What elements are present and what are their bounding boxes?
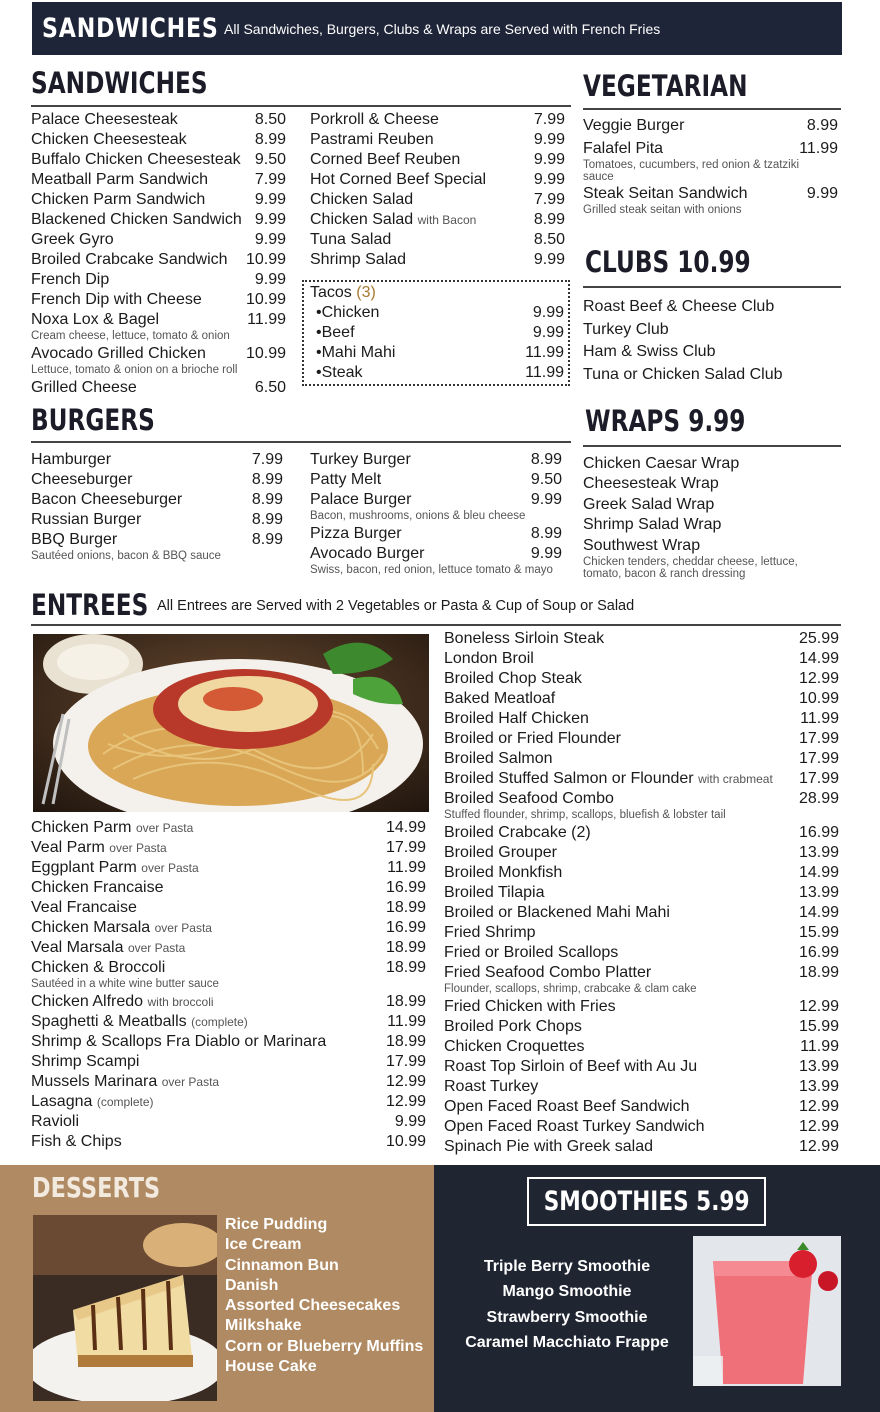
menu-item: Chicken Marsala over Pasta 16.99 <box>31 919 426 936</box>
banner-title: SANDWICHES <box>42 13 219 44</box>
clubs-rule <box>583 286 841 288</box>
item-description: Grilled steak seitan with onions <box>583 204 742 216</box>
menu-item: Fried or Broiled Scallops 16.99 <box>444 944 839 961</box>
menu-item: Cheesesteak Wrap <box>583 475 719 493</box>
sandwiches-rule <box>31 105 571 107</box>
sandwiches-col1 <box>31 110 286 398</box>
menu-item: Spinach Pie with Greek salad 12.99 <box>444 1138 839 1155</box>
menu-item: Open Faced Roast Turkey Sandwich 12.99 <box>444 1118 839 1135</box>
menu-item: •Steak 11.99 <box>316 364 564 381</box>
menu-item: Danish <box>225 1276 279 1294</box>
menu-item: Broiled Chop Steak 12.99 <box>444 670 839 687</box>
desserts-panel <box>0 1165 434 1412</box>
menu-item: Broiled Salmon 17.99 <box>444 750 839 767</box>
menu-item: Pastrami Reuben 9.99 <box>310 131 565 148</box>
menu-item: Fried Shrimp 15.99 <box>444 924 839 941</box>
menu-item: Broiled Crabcake (2) 16.99 <box>444 824 839 841</box>
item-description: Sautéed in a white wine butter sauce <box>31 978 219 990</box>
item-description: tomato, bacon & ranch dressing <box>583 568 746 581</box>
menu-item: Ice Cream <box>225 1236 302 1254</box>
menu-item: Cinnamon Bun <box>225 1256 339 1274</box>
menu-item: Chicken Francaise 16.99 <box>31 879 426 896</box>
banner-note: All Sandwiches, Burgers, Clubs & Wraps are Served with French Fries <box>224 20 661 37</box>
menu-item: Shrimp & Scallops Fra Diablo or Marinara 18.99 <box>31 1033 426 1050</box>
menu-item: House Cake <box>225 1358 317 1376</box>
vegetarian-heading: VEGETARIAN <box>583 69 748 103</box>
menu-item: Greek Gyro 9.99 <box>31 231 286 248</box>
menu-item: Buffalo Chicken Cheesesteak 9.50 <box>31 151 286 168</box>
menu-item: Mussels Marinara over Pasta 12.99 <box>31 1073 426 1090</box>
menu-item: Rice Pudding <box>225 1216 328 1233</box>
burgers-rule <box>31 441 571 443</box>
cheesecake-image <box>33 1215 217 1401</box>
entrees-rule <box>31 624 841 626</box>
item-description: Bacon, mushrooms, onions & bleu cheese <box>310 510 526 522</box>
item-description: Cream cheese, lettuce, tomato & onion <box>31 330 230 342</box>
menu-item: Patty Melt 9.50 <box>310 471 562 488</box>
menu-item: •Chicken 9.99 <box>316 304 564 321</box>
entrees-heading: ENTREES <box>31 588 149 622</box>
menu-item: Baked Meatloaf 10.99 <box>444 690 839 707</box>
menu-item: Strawberry Smoothie <box>486 1308 648 1326</box>
smoothies-heading: SMOOTHIES 5.99 <box>543 1186 750 1217</box>
menu-item: Blackened Chicken Sandwich 9.99 <box>31 211 286 228</box>
entrees-right-list <box>444 629 839 1157</box>
vegetarian-rule <box>583 108 841 110</box>
wraps-list <box>583 454 841 580</box>
menu-item: Fried Chicken with Fries 12.99 <box>444 998 839 1015</box>
menu-item: Eggplant Parm over Pasta 11.99 <box>31 859 426 876</box>
menu-item: Southwest Wrap <box>583 536 701 554</box>
item-description: Tomatoes, cucumbers, red onion & tzatziki <box>583 159 800 171</box>
menu-item: Triple Berry Smoothie <box>483 1258 651 1275</box>
menu-item: Greek Salad Wrap <box>583 495 715 513</box>
menu-item: Porkroll & Cheese 7.99 <box>310 111 565 128</box>
tacos-box <box>302 280 570 386</box>
smoothie-image <box>693 1236 841 1386</box>
menu-item: Chicken Salad 7.99 <box>310 191 565 208</box>
burgers-col2 <box>310 450 562 576</box>
menu-item: Broiled Monkfish 14.99 <box>444 864 839 881</box>
menu-item: Chicken Alfredo with broccoli 18.99 <box>31 993 426 1010</box>
menu-item: French Dip with Cheese 10.99 <box>31 291 286 308</box>
menu-item: Avocado Grilled Chicken 10.99 <box>31 345 286 362</box>
clubs-list <box>583 296 841 386</box>
item-description: Swiss, bacon, red onion, lettuce tomato & mayo <box>310 564 553 576</box>
menu-item: Palace Burger 9.99 <box>310 491 562 508</box>
item-description: sauce <box>583 171 614 183</box>
menu-item: Hamburger 7.99 <box>31 451 283 468</box>
menu-item: Broiled Pork Chops 15.99 <box>444 1018 839 1035</box>
menu-item: Noxa Lox & Bagel 11.99 <box>31 311 286 328</box>
menu-item: Turkey Burger 8.99 <box>310 451 562 468</box>
menu-item: Open Faced Roast Beef Sandwich 12.99 <box>444 1098 839 1115</box>
menu-item: Meatball Parm Sandwich 7.99 <box>31 171 286 188</box>
menu-item: •Beef 9.99 <box>316 324 564 341</box>
menu-item: Mango Smoothie <box>502 1283 632 1301</box>
menu-item: Broiled Crabcake Sandwich 10.99 <box>31 251 286 268</box>
menu-item: Caramel Macchiato Frappe <box>465 1333 669 1351</box>
menu-item: Chicken & Broccoli 18.99 <box>31 959 426 976</box>
wraps-heading: WRAPS 9.99 <box>585 404 746 438</box>
menu-item: French Dip 9.99 <box>31 271 286 288</box>
menu-item: Roast Beef & Cheese Club <box>583 298 775 315</box>
menu-item: Grilled Cheese 6.50 <box>31 379 286 396</box>
entrees-note: All Entrees are Served with 2 Vegetables or Pasta & Cup of Soup or Salad <box>157 598 635 614</box>
sandwiches-col2 <box>310 110 565 270</box>
menu-item: Chicken Croquettes 11.99 <box>444 1038 839 1055</box>
burgers-heading: BURGERS <box>31 403 155 437</box>
menu-item: Russian Burger 8.99 <box>31 511 283 528</box>
menu-item: Fried Seafood Combo Platter 18.99 <box>444 964 839 981</box>
menu-item: Boneless Sirloin Steak 25.99 <box>444 630 839 647</box>
desserts-list <box>225 1215 423 1377</box>
menu-item: Bacon Cheeseburger 8.99 <box>31 491 283 508</box>
entrees-left-list <box>31 818 426 1152</box>
smoothies-list <box>460 1254 674 1355</box>
smoothie-photo-icon <box>693 1236 841 1386</box>
menu-item: Spaghetti & Meatballs (complete) 11.99 <box>31 1013 426 1030</box>
menu-item: Corn or Blueberry Muffins <box>225 1337 424 1355</box>
item-description: Sautéed onions, bacon & BBQ sauce <box>31 550 221 562</box>
menu-item: Broiled Tilapia 13.99 <box>444 884 839 901</box>
desserts-heading: DESSERTS <box>32 1171 161 1204</box>
menu-item: Steak Seitan Sandwich 9.99 <box>583 185 838 202</box>
menu-item: Cheeseburger 8.99 <box>31 471 283 488</box>
menu-item: Broiled or Fried Flounder 17.99 <box>444 730 839 747</box>
menu-item: Broiled Grouper 13.99 <box>444 844 839 861</box>
menu-item: Turkey Club <box>583 320 669 338</box>
menu-item: Chicken Salad with Bacon 8.99 <box>310 211 565 228</box>
menu-item: Broiled or Blackened Mahi Mahi 14.99 <box>444 904 839 921</box>
smoothies-heading-box <box>527 1177 766 1226</box>
menu-item: Milkshake <box>225 1317 302 1335</box>
menu-item: Veal Francaise 18.99 <box>31 899 426 916</box>
menu-item: Roast Top Sirloin of Beef with Au Ju 13.99 <box>444 1058 839 1075</box>
header-banner <box>32 2 842 55</box>
menu-item: Chicken Caesar Wrap <box>583 455 740 472</box>
menu-item: Ravioli 9.99 <box>31 1113 426 1130</box>
menu-item: London Broil 14.99 <box>444 650 839 667</box>
item-description: Flounder, scallops, shrimp, crabcake & clam cake <box>444 983 697 995</box>
menu-item: Corned Beef Reuben 9.99 <box>310 151 565 168</box>
menu-item: Pizza Burger 8.99 <box>310 525 562 542</box>
item-description: Chicken tenders, cheddar cheese, lettuce, <box>583 556 798 569</box>
menu-item: Falafel Pita 11.99 <box>583 140 838 157</box>
cheesecake-photo-icon <box>33 1215 217 1401</box>
menu-item: Lasagna (complete) 12.99 <box>31 1093 426 1110</box>
menu-item: Ham & Swiss Club <box>583 343 716 361</box>
menu-item: Veal Parm over Pasta 17.99 <box>31 839 426 856</box>
burgers-col1 <box>31 450 283 562</box>
menu-item: Broiled Seafood Combo 28.99 <box>444 790 839 807</box>
vegetarian-list <box>583 116 838 216</box>
chicken-parm-photo-icon <box>33 634 429 812</box>
menu-item: Hot Corned Beef Special 9.99 <box>310 171 565 188</box>
menu-item: •Mahi Mahi 11.99 <box>316 344 564 361</box>
menu-item: Veggie Burger 8.99 <box>583 117 838 134</box>
menu-item: Broiled Stuffed Salmon or Flounder with crabmeat 17.99 <box>444 770 839 787</box>
menu-item: Shrimp Salad Wrap <box>583 516 722 534</box>
wraps-rule <box>583 445 841 447</box>
menu-item: Shrimp Salad 9.99 <box>310 251 565 268</box>
chicken-parm-image <box>33 634 429 812</box>
menu-item: Avocado Burger 9.99 <box>310 545 562 562</box>
menu-item: Chicken Parm over Pasta 14.99 <box>31 819 426 836</box>
menu-item: Tuna or Chicken Salad Club <box>583 365 783 383</box>
tacos-title: Tacos (3) <box>310 284 376 301</box>
menu-item: Tuna Salad 8.50 <box>310 231 565 248</box>
menu-item: BBQ Burger 8.99 <box>31 531 283 548</box>
menu-item: Assorted Cheesecakes <box>225 1297 401 1315</box>
item-description: Stuffed flounder, shrimp, scallops, bluefish & lobster tail <box>444 809 726 821</box>
item-description: Lettuce, tomato & onion on a brioche roll <box>31 364 238 376</box>
clubs-heading: CLUBS 10.99 <box>585 245 751 279</box>
menu-item: Palace Cheesesteak 8.50 <box>31 111 286 128</box>
menu-item: Broiled Half Chicken 11.99 <box>444 710 839 727</box>
menu-item: Chicken Cheesesteak 8.99 <box>31 131 286 148</box>
menu-item: Veal Marsala over Pasta 18.99 <box>31 939 426 956</box>
menu-item: Fish & Chips 10.99 <box>31 1133 426 1150</box>
menu-item: Chicken Parm Sandwich 9.99 <box>31 191 286 208</box>
sandwiches-heading: SANDWICHES <box>31 66 208 100</box>
menu-item: Roast Turkey 13.99 <box>444 1078 839 1095</box>
menu-item: Shrimp Scampi 17.99 <box>31 1053 426 1070</box>
